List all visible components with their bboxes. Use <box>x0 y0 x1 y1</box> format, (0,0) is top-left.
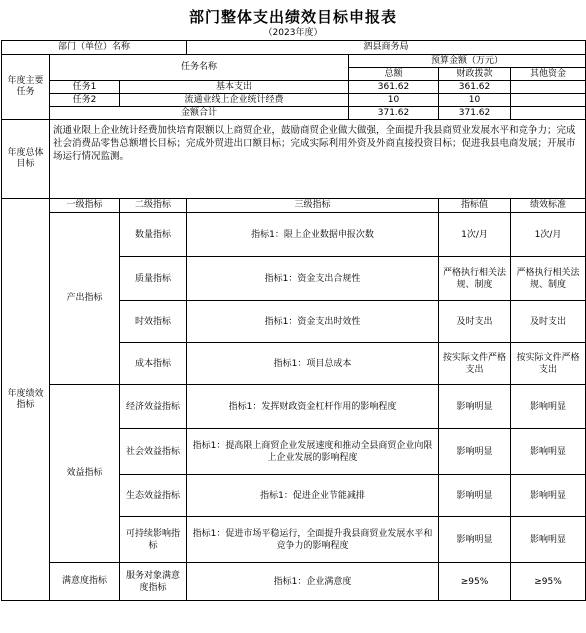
dept-label: 部门（单位）名称 <box>2 41 187 55</box>
task-total: 10 <box>349 94 439 107</box>
perf-header-l2: 二级指标 <box>120 199 187 213</box>
indicator-standard: 及时支出 <box>511 301 586 343</box>
indicator-value: 严格执行相关法规、制度 <box>439 257 511 301</box>
l3-indicator: 指标1：项目总成本 <box>187 343 439 385</box>
output-label: 产出指标 <box>50 213 120 385</box>
dept-value: 泗县商务局 <box>187 41 586 55</box>
l3-indicator: 指标1：企业满意度 <box>187 563 439 601</box>
l2-indicator: 成本指标 <box>120 343 187 385</box>
perf-header-standard: 绩效标准 <box>511 199 586 213</box>
indicator-value: 及时支出 <box>439 301 511 343</box>
task-no: 任务2 <box>50 94 120 107</box>
l3-indicator: 指标1：促进市场平稳运行，全面提升我县商贸业发展水平和竞争力的影响程度 <box>187 517 439 563</box>
budget-col-total: 总额 <box>349 68 439 81</box>
l3-indicator: 指标1：发挥财政资金杠杆作用的影响程度 <box>187 385 439 429</box>
l3-indicator: 指标1：资金支出时效性 <box>187 301 439 343</box>
l2-indicator: 社会效益指标 <box>120 429 187 475</box>
indicator-value: 影响明显 <box>439 517 511 563</box>
budget-col-fiscal: 财政拨款 <box>439 68 511 81</box>
perf-header-l3: 三级指标 <box>187 199 439 213</box>
indicator-standard: 影响明显 <box>511 429 586 475</box>
performance-table <box>1 40 586 601</box>
indicator-standard: ≥95% <box>511 563 586 601</box>
effect-label: 效益指标 <box>50 385 120 563</box>
goal-text: 流通业限上企业统计经费加快培育限额以上商贸企业，鼓励商贸企业做大做强，全面提升我县商贸业发展水平和竞争力；完成社会消费品零售总额增长目标；完成外贸进出口额目标；完成实际利用外资及外商直接投资目标；促进我县电商发展；开展市场运行情况监测。 <box>50 120 586 199</box>
indicator-value: ≥95% <box>439 563 511 601</box>
indicator-standard: 影响明显 <box>511 385 586 429</box>
section-main-tasks: 年度主要任务 <box>2 55 50 120</box>
l3-indicator: 指标1：限上企业数据申报次数 <box>187 213 439 257</box>
indicator-standard: 严格执行相关法规、制度 <box>511 257 586 301</box>
l3-indicator: 指标1：资金支出合规性 <box>187 257 439 301</box>
indicator-value: 影响明显 <box>439 475 511 517</box>
indicator-standard: 1次/月 <box>511 213 586 257</box>
sum-fiscal: 371.62 <box>439 107 511 120</box>
indicator-value: 按实际文件严格支出 <box>439 343 511 385</box>
perf-header-value: 指标值 <box>439 199 511 213</box>
task-other <box>511 81 586 94</box>
indicator-standard: 影响明显 <box>511 517 586 563</box>
l3-indicator: 指标1：提高限上商贸企业发展速度和推动全县商贸企业向限上企业发展的影响程度 <box>187 429 439 475</box>
l2-indicator: 数量指标 <box>120 213 187 257</box>
l2-indicator: 服务对象满意度指标 <box>120 563 187 601</box>
section-perf: 年度绩效指标 <box>2 199 50 601</box>
task-no: 任务1 <box>50 81 120 94</box>
year-subtitle: （2023年度） <box>263 28 323 38</box>
task-fiscal: 10 <box>439 94 511 107</box>
budget-header: 预算金额（万元） <box>349 55 586 68</box>
indicator-value: 影响明显 <box>439 385 511 429</box>
indicator-standard: 影响明显 <box>511 475 586 517</box>
sum-total: 371.62 <box>349 107 439 120</box>
task-other <box>511 94 586 107</box>
budget-col-other: 其他资金 <box>511 68 586 81</box>
task-name: 基本支出 <box>120 81 349 94</box>
task-total: 361.62 <box>349 81 439 94</box>
task-name: 流通业线上企业统计经费 <box>120 94 349 107</box>
indicator-value: 1次/月 <box>439 213 511 257</box>
page-title: 部门整体支出绩效目标申报表 <box>188 8 397 26</box>
task-name-header: 任务名称 <box>50 55 349 81</box>
l2-indicator: 可持续影响指标 <box>120 517 187 563</box>
section-goal: 年度总体目标 <box>2 120 50 199</box>
perf-header-l1: 一级指标 <box>50 199 120 213</box>
satisfaction-label: 满意度指标 <box>50 563 120 601</box>
indicator-standard: 按实际文件严格支出 <box>511 343 586 385</box>
task-fiscal: 361.62 <box>439 81 511 94</box>
indicator-value: 影响明显 <box>439 429 511 475</box>
l2-indicator: 经济效益指标 <box>120 385 187 429</box>
sum-label: 金额合计 <box>50 107 349 120</box>
l3-indicator: 指标1：促进企业节能减排 <box>187 475 439 517</box>
l2-indicator: 生态效益指标 <box>120 475 187 517</box>
sum-other <box>511 107 586 120</box>
l2-indicator: 时效指标 <box>120 301 187 343</box>
l2-indicator: 质量指标 <box>120 257 187 301</box>
